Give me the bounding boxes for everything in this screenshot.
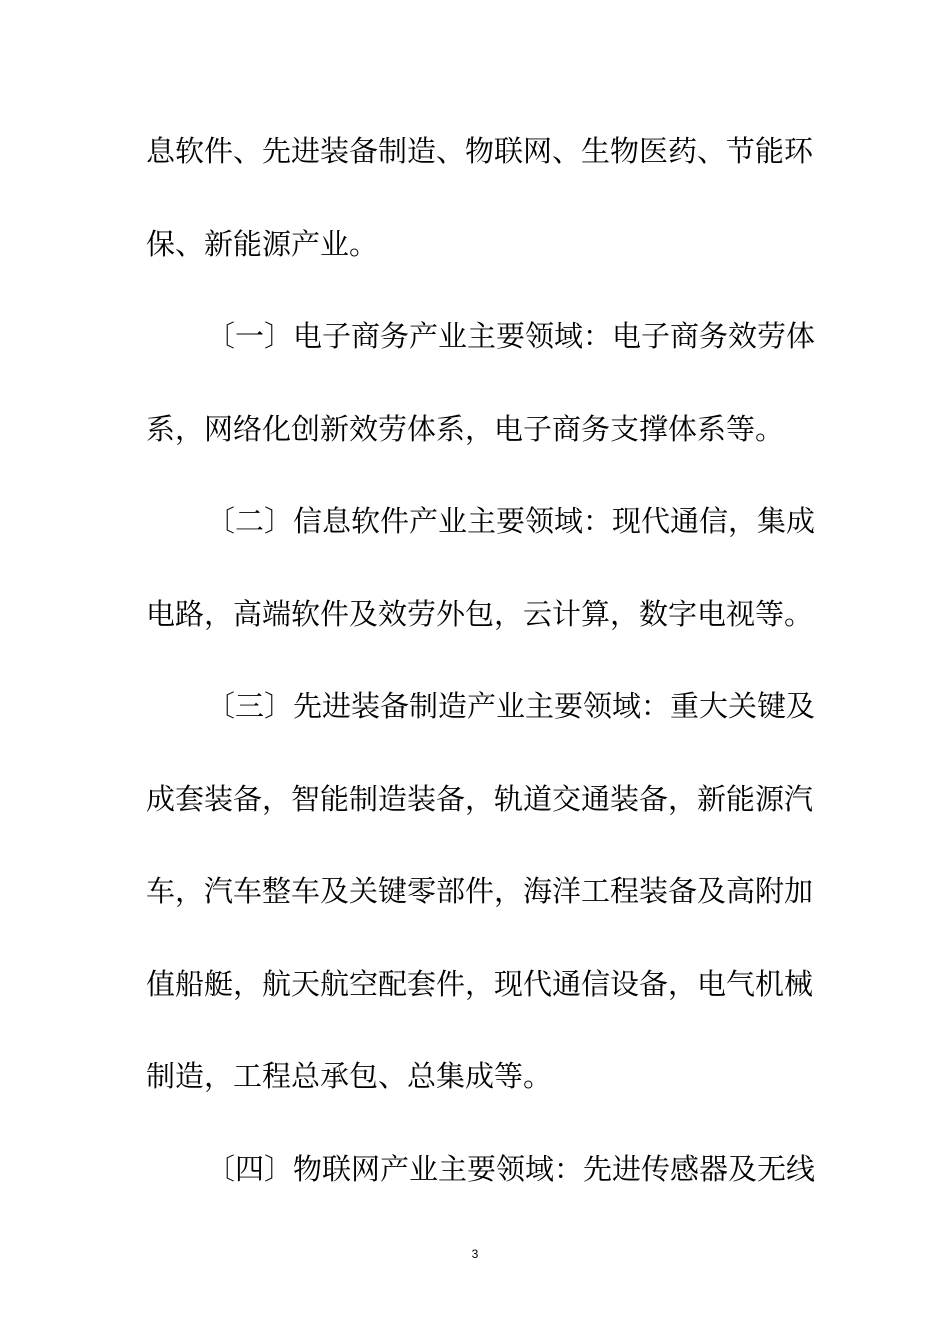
text-line: 值船艇，航天航空配套件，现代通信设备，电气机械: [146, 966, 814, 1001]
page-number: 3: [471, 1247, 479, 1261]
paragraph-info-software: [146, 498, 816, 683]
text-line: 成套装备，智能制造装备，轨道交通装备，新能源汽: [146, 781, 814, 816]
paragraph-industries-continued: [146, 128, 814, 313]
paragraph-advanced-equipment: [146, 683, 816, 1146]
text-line: 制造，工程总承包、总集成等。: [146, 1059, 553, 1093]
body-text: [146, 128, 816, 1238]
text-line: 〔二〕信息软件产业主要领域：现代通信，集成: [206, 504, 816, 538]
text-line: 〔一〕电子商务产业主要领域：电子商务效劳体: [206, 319, 816, 353]
text-line: 车，汽车整车及关键零部件，海洋工程装备及高附加: [146, 874, 814, 908]
text-line: 系，网络化创新效劳体系，电子商务支撑体系等。: [146, 411, 785, 446]
text-line: 〔三〕先进装备制造产业主要领域：重大关键及: [206, 689, 816, 723]
text-line: 保、新能源产业。: [146, 226, 379, 261]
text-line: 息软件、先进装备制造、物联网、生物医药、节能环: [146, 134, 814, 168]
text-line: 电路，高端软件及效劳外包，云计算，数字电视等。: [146, 596, 814, 631]
text-line: 〔四〕物联网产业主要领域：先进传感器及无线: [206, 1151, 816, 1186]
paragraph-ecommerce: [146, 313, 816, 498]
paragraph-iot: [146, 1146, 816, 1239]
